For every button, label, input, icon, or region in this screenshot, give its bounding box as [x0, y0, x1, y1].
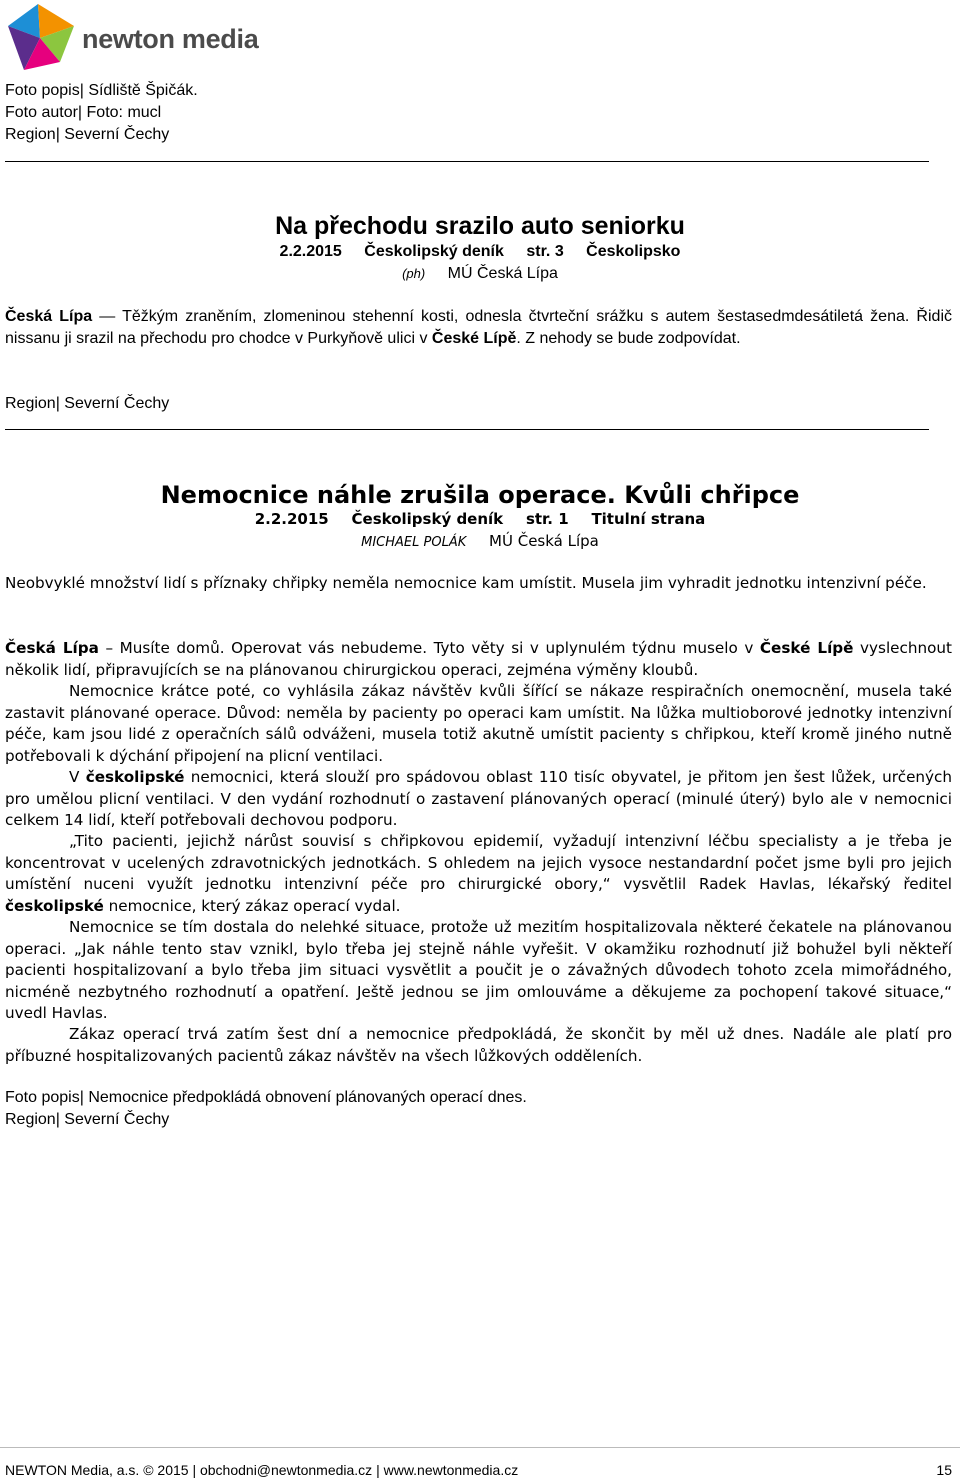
article-municipality: MÚ Česká Lípa — [447, 265, 558, 282]
article-body: Česká Lípa — Těžkým zraněním, zlomeninou stehenní kosti, odnesla čtvrteční srážku s autem šestasedmdesátiletá žena. Řidič nissanu ji srazil na přechodu pro chodce v Purkyňově ulici v České Lípě. Z nehody se bude zodpovídat. — [5, 308, 952, 347]
photo-caption: Foto popis| Nemocnice předpokládá obnovení plánovaných operací dnes. — [5, 1089, 527, 1106]
article-source: Českolipský deník — [351, 510, 504, 528]
article-meta — [0, 243, 960, 261]
footer-divider — [0, 1447, 960, 1448]
paragraph: Česká Lípa – Musíte domů. Operovat vás nebudeme. Tyto věty si v uplynulém týdnu muselo v České Lípě vyslechnout několik lidí, připravujících se na plánovanou chirurgickou operaci, zejména výměny kloubů. — [5, 639, 952, 679]
body-lead: Česká Lípa — [5, 308, 93, 325]
article-section: Titulní strana — [591, 510, 706, 528]
logo-mark-icon — [4, 4, 80, 74]
photo-caption: Foto popis| Sídliště Špičák. — [5, 82, 198, 99]
article-author-line — [0, 265, 960, 283]
article-title: Na přechodu srazilo auto seniorku — [275, 212, 685, 240]
article-title: Nemocnice náhle zrušila operace. Kvůli chřipce — [160, 481, 800, 509]
article-source: Českolipský deník — [364, 243, 504, 260]
article-municipality: MÚ Česká Lípa — [489, 532, 599, 550]
logo-text: newton media — [82, 24, 259, 54]
footer-text: NEWTON Media, a.s. © 2015 | obchodni@newtonmedia.cz | www.newtonmedia.cz — [5, 1462, 519, 1478]
article-page: str. 1 — [525, 510, 569, 528]
paragraph: Nemocnice krátce poté, co vyhlásila zákaz návštěv kvůli šířící se nákaze respiračních onemocnění, musela také zastavit plánované operace. Důvod: neměla by pacienty po operaci kam umístit. Na lůžka multioborové jednotky intenzivní péče, kam jsou lidé z operačních sálů odváženi, musela totiž akutně umístit pacienty s chřipkou, kteří kromě jiného nutně potřebovali k dýchání připojení na plicní ventilaci. — [5, 682, 952, 765]
divider — [5, 429, 929, 430]
paragraph: Zákaz operací trvá zatím šest dní a nemocnice předpokládá, že skončit by měl už dnes. Nadále ale platí pro příbuzné hospitalizovaných pacientů zákaz návštěv na všech lůžkových odděleních. — [5, 1025, 952, 1065]
article-author-line — [0, 532, 960, 550]
paragraph: „Tito pacienti, jejichž nárůst souvisí s chřipkovou epidemií, vyžadují intenzivní léčbu specialisty a je třeba je koncentrovat v ucelených zdravotnických jednotkách. S ohledem na jejich vysoce nestandardní počet jsme byli pro jejich umístění nuceni využít jednotku intenzivní péče pro chirurgické obory,“ vysvětlil Radek Havlas, lékařský ředitel českolipské nemocnice, který zákaz operací vydal. — [5, 832, 952, 915]
article-lead: Neobvyklé množství lidí s příznaky chřipky neměla nemocnice kam umístit. Musela jim vyhradit jednotku intenzivní péče. — [5, 574, 927, 592]
article-date: 2.2.2015 — [279, 243, 342, 260]
page-number: 15 — [936, 1462, 952, 1478]
region-label: Region| Severní Čechy — [5, 126, 170, 143]
article-author: MICHAEL POLÁK — [361, 535, 467, 550]
article-date: 2.2.2015 — [254, 510, 329, 528]
region-label: Region| Severní Čechy — [5, 1111, 170, 1128]
photo-author: Foto autor| Foto: mucl — [5, 104, 162, 121]
article-section: Českolipsko — [586, 243, 681, 260]
article-author: (ph) — [402, 266, 426, 281]
article-meta — [0, 510, 960, 528]
divider — [5, 161, 929, 162]
paragraph: V českolipské nemocnici, která slouží pro spádovou oblast 110 tisíc obyvatel, je přitom jen šest lůžek, určených pro umělou plicní ventilaci. V den vydání rozhodnutí o zastavení plánovaných operací (minulé úterý) bylo ale v nemocnici celkem 14 lidí, kteří potřebovali dechovou podporu. — [5, 768, 953, 830]
paragraph: Nemocnice se tím dostala do nelehké situace, protože už mezitím hospitalizovala některé čekatele na plánovanou operaci. „Jak náhle tento stav vznikl, bylo třeba jej stejně náhle vyřešit. V okamžiku rozhodnutí již bohužel byli někteří pacienti hospitalizovaní a bylo třeba jim situaci vysvětlit a poučit je o závažných důvodech tohoto zcela mimořádného, nicméně nezbytného rozhodnutí a opatření. Ještě jednou se jim omlouváme a děkujeme za pochopení takové situace,“ uvedl Havlas. — [5, 918, 952, 1023]
article-page: str. 3 — [526, 243, 564, 260]
region-label: Region| Severní Čechy — [5, 395, 170, 412]
newton-media-logo — [4, 4, 259, 74]
